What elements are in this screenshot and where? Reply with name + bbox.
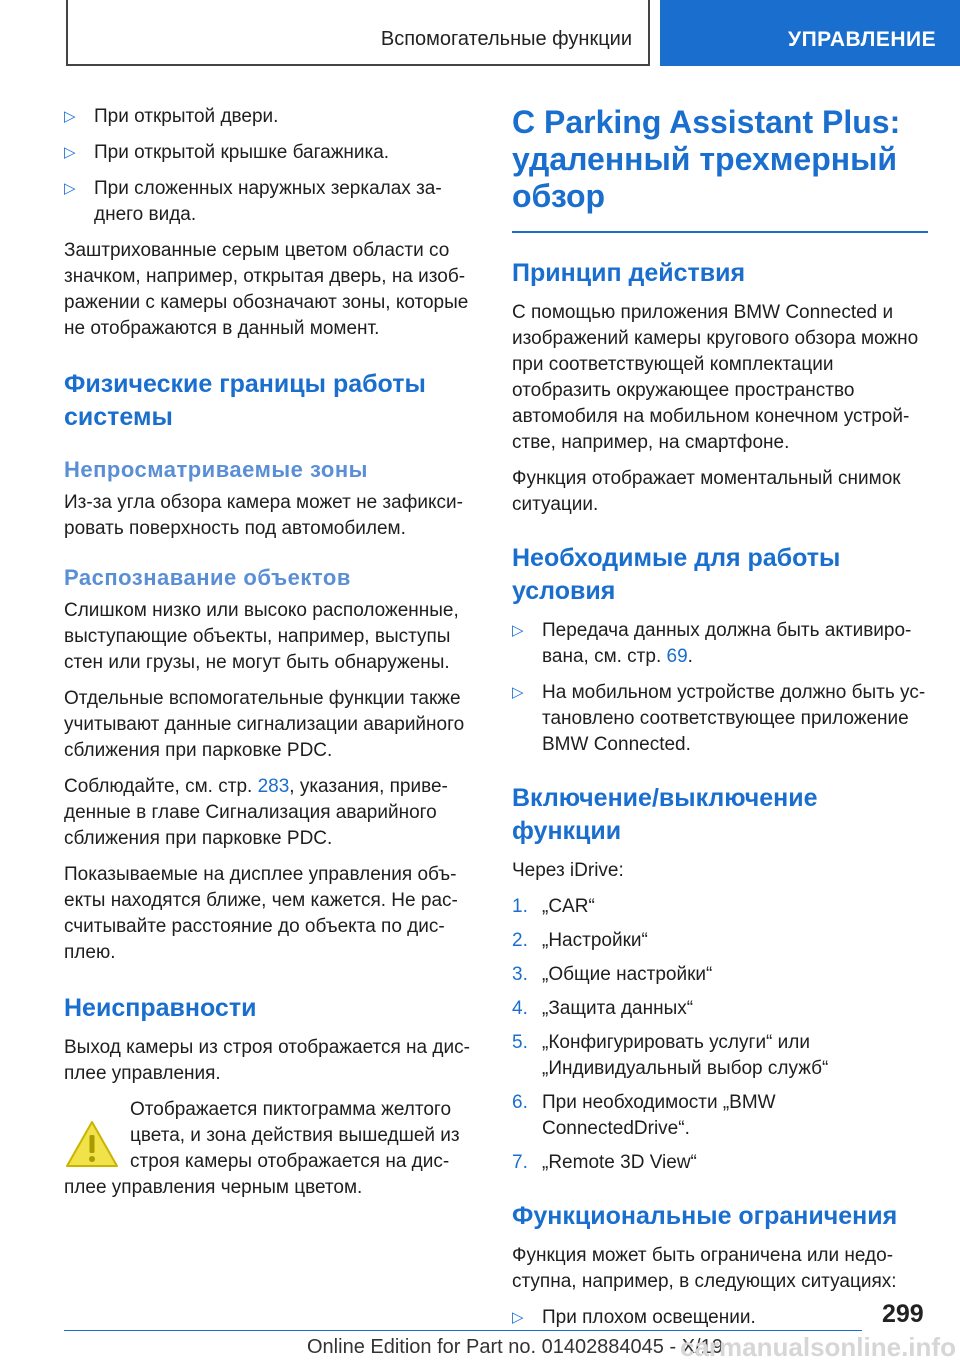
triangle-bullet-icon: ▷: [512, 684, 524, 701]
warning-note: Отображается пиктограмма желтого цвета, и зона действия вышедшей из строя камеры отображается на дис-: [64, 1097, 474, 1175]
numbered-step: 1. „CAR“: [512, 896, 595, 917]
paragraph: Функция может быть ограничена или недо-ступна, например, в следующих ситуациях:: [512, 1245, 897, 1292]
page-link-69[interactable]: 69: [666, 646, 688, 667]
footer-edition: Online Edition for Part no. 01402884045 - X/19: [307, 1336, 723, 1358]
left-column: [64, 104, 474, 1201]
warning-triangle-icon: [64, 1119, 120, 1169]
watermark: carmanualsonline.info: [680, 1332, 956, 1362]
triangle-bullet-icon: ▷: [512, 1309, 524, 1326]
page-number: 299: [882, 1300, 924, 1328]
header-section-title: Вспомогательные функции: [380, 28, 632, 50]
numbered-step: 4. „Защита данных“: [512, 998, 694, 1019]
paragraph: Функция отображает моментальный снимок ситуации.: [512, 468, 901, 515]
paragraph: Показываемые на дисплее управления объ-екты находятся ближе, чем кажется. Не рас-считывайте расстояние до объекта по дис-плею.: [64, 864, 458, 963]
numbered-step: 7. „Remote 3D View“: [512, 1152, 697, 1173]
heading-blind-zones: Непросматриваемые зоны: [64, 457, 368, 482]
heading-faults: Неисправности: [64, 994, 257, 1022]
heading-functional-limits: Функциональные ограничения: [512, 1202, 898, 1230]
section-title: С Parking Assistant Plus: удаленный трехмерный обзор: [512, 104, 901, 214]
list-item: ▷ При открытой двери.: [64, 104, 474, 130]
triangle-bullet-icon: ▷: [64, 144, 76, 161]
title-divider: [512, 231, 928, 233]
footer-divider: [64, 1330, 862, 1331]
numbered-step: 6. При необходимости „BMW ConnectedDrive“.: [512, 1092, 776, 1139]
right-column: [512, 104, 928, 1341]
paragraph: С помощью приложения BMW Connected и изображений камеры кругового обзора можно при соответствующей комплектации отобразить окружающее пространство автомобиля на мобильном конечном устрой-стве, например, на смартфоне.: [512, 302, 919, 453]
heading-object-detection: Распознавание объектов: [64, 565, 351, 590]
paragraph: Из-за угла обзора камера может не зафикси-ровать поверхность под автомобилем.: [64, 492, 463, 539]
paragraph: Через iDrive:: [512, 860, 624, 881]
header-section-box: [66, 0, 650, 66]
numbered-step: 3. „Общие настройки“: [512, 964, 713, 985]
numbered-step: 2. „Настройки“: [512, 930, 648, 951]
list-item: ▷ При плохом освещении.: [512, 1305, 928, 1331]
warning-note-tail: плее управления черным цветом.: [64, 1177, 363, 1198]
list-item: ▷ Передача данных должна быть активиро-вана, см. стр. 69.: [512, 620, 912, 667]
list-item: ▷ На мобильном устройстве должно быть ус-тановлено соответствующее приложение BMW Connected.: [512, 682, 926, 755]
paragraph: Выход камеры из строя отображается на дис-плее управления.: [64, 1037, 470, 1084]
numbered-step: 5. „Конфигурировать услуги“ или „Индивидуальный выбор служб“: [512, 1032, 829, 1079]
paragraph: Заштрихованные серым цветом области со значком, например, открытая дверь, на изоб-ражении с камеры обозначают зоны, которые не отображаются в данный момент.: [64, 240, 469, 339]
triangle-bullet-icon: ▷: [512, 622, 524, 639]
heading-principle: Принцип действия: [512, 259, 746, 287]
paragraph: Отдельные вспомогательные функции также учитывают данные сигнализации аварийного сближения при парковке PDC.: [64, 688, 465, 761]
heading-on-off: Включение/выключение функции: [512, 784, 818, 845]
heading-system-limits: Физические границы работы системы: [64, 370, 426, 431]
triangle-bullet-icon: ▷: [64, 108, 76, 125]
heading-requirements: Необходимые для работы условия: [512, 544, 841, 605]
page-link-283[interactable]: 283: [257, 776, 290, 797]
paragraph: Слишком низко или высоко расположенные, выступающие объекты, например, выступы стен или грузы, не могут быть обнаружены.: [64, 600, 459, 673]
page-header: [0, 0, 960, 66]
header-chapter-tab: УПРАВЛЕНИЕ: [660, 0, 960, 66]
paragraph: Соблюдайте, см. стр. 283, указания, приве-денные в главе Сигнализация аварийного сближения при парковке PDC.: [64, 776, 448, 849]
triangle-bullet-icon: ▷: [64, 180, 76, 197]
list-item: ▷ При сложенных наружных зеркалах за-днего вида.: [64, 178, 442, 225]
list-item: ▷ При открытой крышке багажника.: [64, 140, 474, 166]
